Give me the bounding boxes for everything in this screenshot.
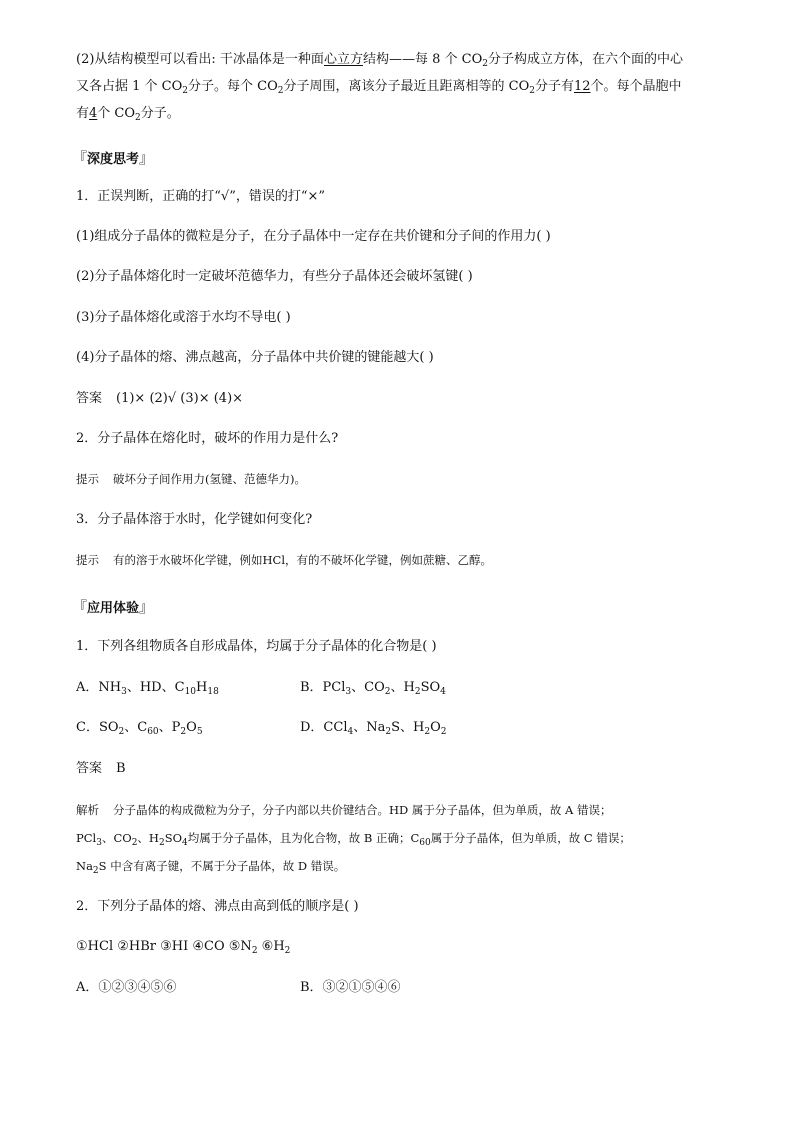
- question-2: 2．分子晶体在熔化时，破坏的作用力是什么?: [76, 431, 339, 446]
- subscript: 2: [135, 113, 141, 123]
- bracket-open-icon: 『: [72, 598, 88, 616]
- answer-label: 答案: [76, 391, 103, 406]
- subscript: 2: [482, 59, 488, 69]
- hint-3: [76, 550, 492, 570]
- text: 分子。每个 CO: [188, 79, 278, 94]
- answer-underlined: 心立方: [323, 52, 363, 67]
- section-title-application: [72, 597, 154, 619]
- hint-text: 有的溶于水破坏化学键，例如: [113, 553, 263, 567]
- bracket-open-icon: 『: [72, 149, 88, 167]
- text: 个。每个晶胞中: [590, 79, 682, 94]
- answer-underlined: 12: [574, 79, 591, 94]
- answer-text: (1)× (2)√ (3)× (4)×: [116, 391, 244, 406]
- text: 结构——每 8 个 CO: [362, 52, 483, 67]
- option-b: B．③②①⑤④⑥: [300, 980, 401, 995]
- option-a: A．$NH_3$、HD、$C_{10}H_{18}$: [76, 680, 219, 697]
- text: (2)从结构模型可以看出: 干冰晶体是一种面: [76, 52, 324, 67]
- option-b: B．PCl$_3$、$CO_2$、$H_2SO_4$: [300, 680, 446, 697]
- answer-text: B: [116, 761, 126, 776]
- section-title-text: 应用体验: [87, 601, 140, 616]
- intro-line-1: [76, 50, 683, 70]
- question-3: 3．分子晶体溶于水时，化学键如何变化?: [76, 512, 313, 527]
- practice-question-1: 1．下列各组物质各自形成晶体，均属于分子晶体的化合物是( ): [76, 639, 437, 654]
- section-title-deep-thinking: [72, 148, 154, 170]
- explanation-line-1: [76, 800, 612, 820]
- options-row-q2: [76, 978, 716, 998]
- explanation-label: 解析: [76, 803, 99, 817]
- explanation-line-3: $Na_2S$ 中含有离子键，不属于分子晶体，故 D 错误。: [76, 859, 346, 876]
- subscript: 2: [529, 86, 535, 96]
- explanation-text: 分子晶体的构成微粒为分子，分子内部以共价键结合。HD 属于分子晶体，但为单质，故 A 错误；: [113, 803, 612, 817]
- question-1-item-2: (2)分子晶体熔化时一定破坏范德华力，有些分子晶体还会破坏氢键( ): [76, 269, 473, 284]
- question-1-item-1: (1)组成分子晶体的微粒是分子，在分子晶体中一定存在共价键和分子间的作用力( ): [76, 229, 551, 244]
- text: 分子构成立方体，在六个面的中心: [487, 52, 683, 67]
- bracket-close-icon: 』: [139, 149, 155, 167]
- option-a: A．①②③④⑤⑥: [76, 980, 177, 995]
- subscript: 2: [277, 86, 284, 96]
- text: 个 CO: [97, 106, 136, 121]
- explanation-line-2: PCl$_3$、$CO_2$、$H_2SO_4$均属于分子晶体，且为化合物，故 B 正确；$C_{60}$属于分子晶体，但为单质，故 C 错误；: [76, 831, 631, 848]
- text: 有: [76, 106, 90, 121]
- option-c: C．$SO_2$、$C_{60}$、$P_2O_5$: [76, 720, 203, 737]
- section-title-text: 深度思考: [87, 152, 140, 167]
- options-row-ab: [76, 678, 716, 698]
- text: 分子周围，离该分子最近且距离相等的 CO: [283, 79, 530, 94]
- hint-2: [76, 469, 306, 489]
- answer-1: [76, 389, 243, 409]
- hint-label: 提示: [76, 472, 99, 486]
- text: 又各占据 1 个 CO: [76, 79, 183, 94]
- hint-label: 提示: [76, 553, 99, 567]
- text: 分子。: [140, 106, 180, 121]
- intro-line-2: [76, 77, 682, 97]
- bracket-close-icon: 』: [139, 598, 155, 616]
- practice-question-2: 2．下列分子晶体的熔、沸点由高到低的顺序是( ): [76, 899, 359, 914]
- question-1: 1．正误判断，正确的打“√”，错误的打“×”: [76, 189, 326, 204]
- subscript: 2: [182, 86, 189, 96]
- option-d: D．CCl$_4$、$Na_2S$、$H_2O_2$: [300, 720, 447, 737]
- hint-text: ，有的不破坏化学键，例如蔗糖、乙醇。: [285, 553, 493, 567]
- hint-text: 破坏分子间作用力(氢键、范德华力)。: [113, 472, 306, 486]
- answer-underlined: 4: [89, 106, 98, 121]
- practice-question-2-items: ①HCl ②HBr ③HI ④CO $⑤N_2$ $⑥H_2$: [76, 939, 291, 956]
- text: 分子有: [534, 79, 574, 94]
- intro-line-3: [76, 104, 180, 124]
- hint-formula: HCl: [262, 553, 286, 567]
- options-row-cd: [76, 718, 716, 738]
- practice-answer-1: [76, 759, 126, 779]
- question-1-item-4: (4)分子晶体的熔、沸点越高，分子晶体中共价键的键能越大( ): [76, 350, 434, 365]
- answer-label: 答案: [76, 761, 103, 776]
- question-1-item-3: (3)分子晶体熔化或溶于水均不导电( ): [76, 310, 291, 325]
